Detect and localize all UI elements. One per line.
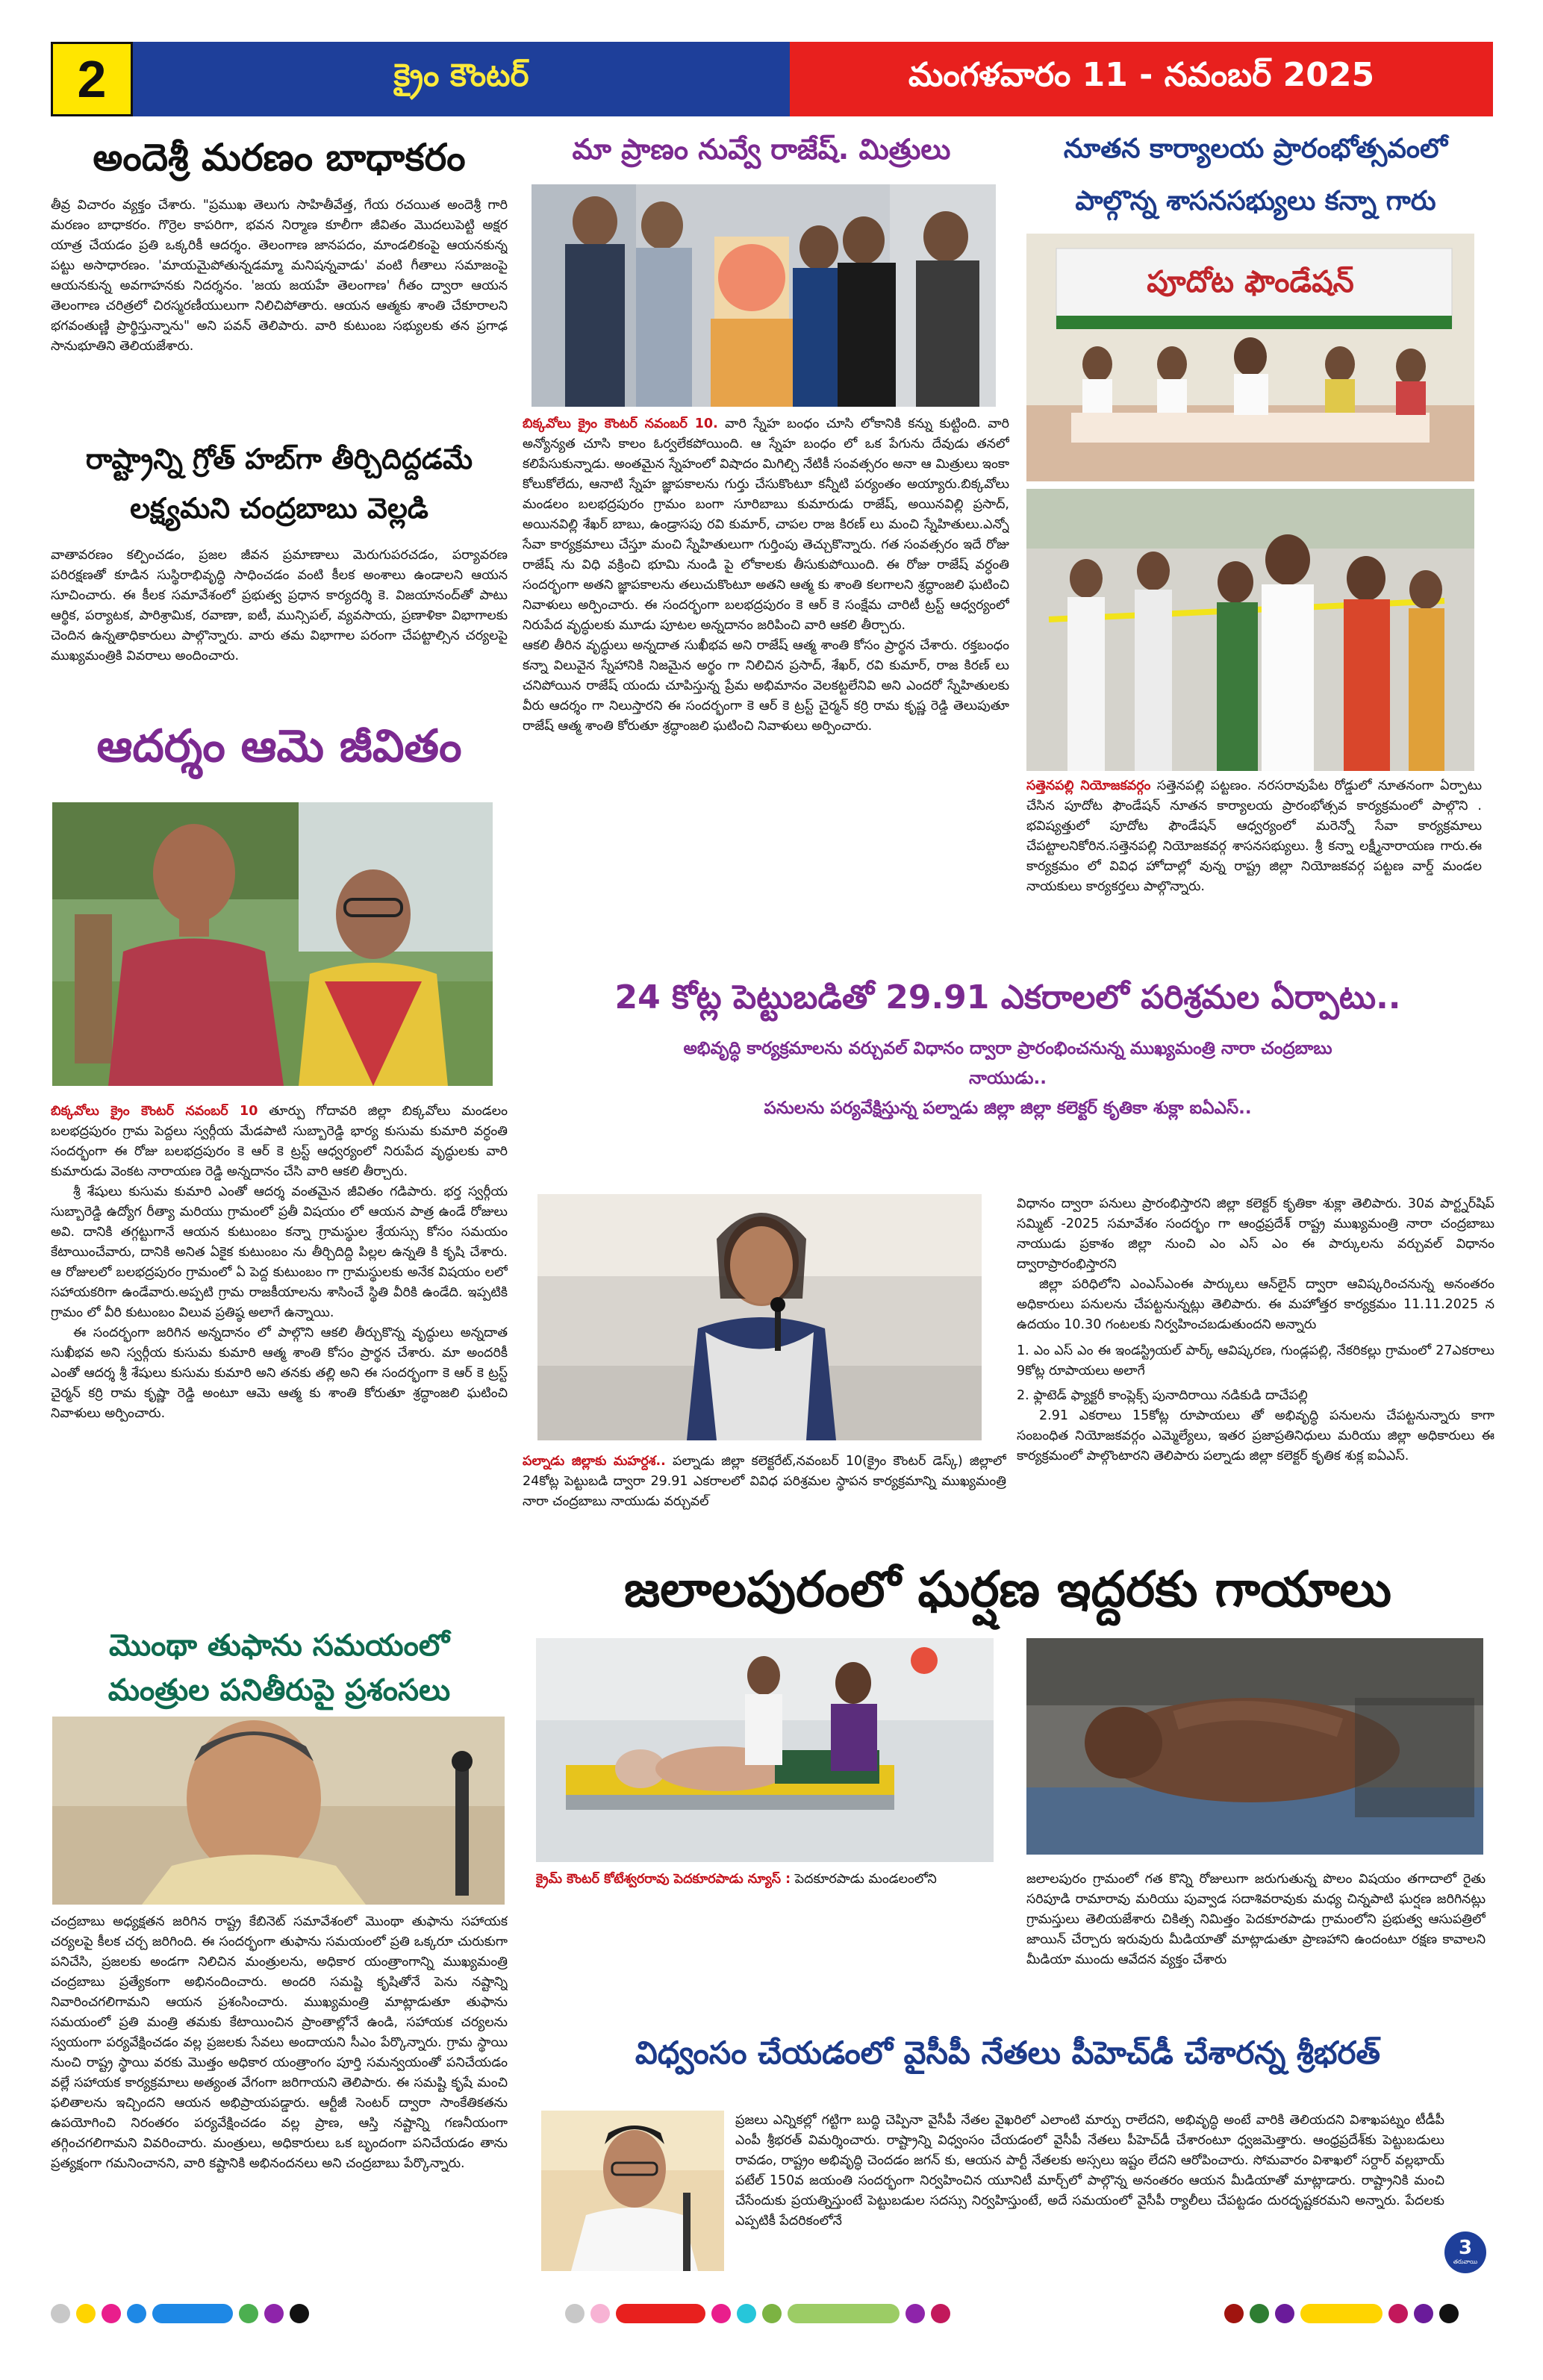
swatch xyxy=(127,2304,146,2323)
swatch xyxy=(565,2304,585,2323)
swatch xyxy=(51,2304,70,2323)
headline: లక్ష్యమని చంద్రబాబు వెల్లడి xyxy=(130,492,428,525)
paragraph: వారి స్నేహ బంధం చూసి లోకానికి కన్ను కుట్టింది. వారి అన్యోన్యత చూసి కాలం ఓర్వలేకపోయింది. ఆ స్నేహ బంధం లో ఒక పేగును దేవుడు తనలో కలిపేసుకున్నాడు. అంతమైన స్నేహంలో విషాదం మిగిల్చి నేటికీ సంవత్సరం అనా ఆ మిత్రులు ఇంకా కోలుకోలేదు, ఆనాటి స్నేహ జ్ఞాపకాలను గుర్తు చేసుకొంటూ కన్నీటి పర్యంతం అయ్యారు.బిక్కవోలు మండలం బలభద్రపురం గ్రామం బంగా సూరిబాబు కుమారుడు రాజేష్, అయినవిల్లి ప్రసాద్, అయినవిల్లి శేఖర్ బాబు, ఉండ్రాసపు రవి కుమార్, చాపల రాజ కిరణ్ లు మంచి స్నేహితులు.ఎన్నో సేవా కార్యక్రమాలు చేస్తూ మంచి స్నేహితులుగా గుర్తింపు తెచ్చుకొన్నారు. గత సంవత్సరం ఇదే రోజు రాజేష్ ను విధి వక్రించి భూమి నుండి పై లోకాలకు తీసుకుపోయింది. ఈ రోజు రాజేష్ వర్ధంతి సందర్భంగా అతని జ్ఞాపకాలను తలుచుకొంటూ అతని ఆత్మ కు శాంతి కలగాలని శ్రద్ధాంజలి ఘటించి నివాళులు అర్పించారు. ఈ సందర్భంగా బలభద్రపురం కె ఆర్ కె సంక్షేమ చారిటీ ట్రస్ట్ ఆధ్వర్యంలో నిరుపేద వృద్ధులకు మూడు పూటల అన్నదానం జరిపించి వారి ఆకలి తీర్చారు. xyxy=(523,416,1009,633)
swatch xyxy=(737,2304,756,2323)
headline: 24 కోట్ల పెట్టుబడితో 29.91 ఎకరాలలో పరిశ్రమల ఏర్పాటు.. xyxy=(614,978,1401,1016)
swatch xyxy=(931,2304,950,2323)
page-number: 2 xyxy=(51,42,133,116)
dateline: సత్తెనపల్లి నియోజకవర్గం xyxy=(1026,778,1151,793)
photo-collector xyxy=(537,1194,982,1440)
paragraph: విధానం ద్వారా పనులు ప్రారంభిస్తారని జిల్లా కలెక్టర్ కృతికా శుక్లా తెలిపారు. 30వ పార్ట్నర్‌షిప్ సమ్మిట్ -2025 సమావేశం సందర్భం గా ఆంధ్రప్రదేశ్ రాష్ట్ర ముఖ్యమంత్రి నారా చంద్రబాబు నాయుడు ప్రకాశం జిల్లా నుంచి ఎం ఎస్ ఎం ఈ పార్కులను వర్చువల్ విధానం ద్వారాప్రారంభిస్తారని xyxy=(1017,1196,1494,1272)
paragraph: శ్రీ శేషులు కుసుమ కుమారి ఎంతో ఆదర్శ వంతమైన జీవితం గడిపారు. భర్త స్వర్గీయ సుబ్బారెడ్డి ఉద్యోగ రీత్యా మరియు గ్రామంలో ప్రతీ విషయం లో ఆయన పాత్ర ఉండే రోజులు అవి. దానికి తగ్గట్టుగానే ఆయన కుటుంబం కన్నా గ్రామస్థుల శ్రేయస్సు కోసం సమయం కేటాయించేవారు, దానికి అనిత ఏకైక కుటుంబం ను తీర్చిదిద్ది పిల్లల ఉన్నతి కి కృషి చేశారు. ఆ రోజులలో బలభద్రపురం గ్రామంలో ఏ పెద్ద కుటుంబం గా గ్రామస్థులకు అనేక విషయం లలో సహాయకరిగా ఉండేవారు.అప్పటి గ్రామ రాజకీయాలను శాసించే స్థితి వీరికి ఉండేది. ఇప్పటికి గ్రామం లో వీరి కుటుంబం విలువ ప్రతిష్ఠ అలాగే ఉన్నాయి. xyxy=(51,1184,508,1320)
subhead: అభివృద్ధి కార్యక్రమాలను వర్చువల్ విధానం ద్వారా ప్రారంభించనున్న ముఖ్యమంత్రి నారా చంద్రబాబు xyxy=(683,1039,1332,1058)
paragraph: పెదకూరపాడు మండలంలోని xyxy=(791,1872,937,1887)
article-body: తీవ్ర విచారం వ్యక్తం చేశారు. "ప్రముఖ తెలుగు సాహితీవేత్త, గేయ రచయిత అందెశ్రీ గారి మరణం బాధాకరం. గొర్రెల కాపరిగా, భవన నిర్మాణ కూలీగా జీవితం మొదలుపెట్టి అక్షర యాత్ర చేయడం ప్రతి ఒక్కరికీ ఆదర్శం. తెలంగాణ జానపదం, మాండలికంపై ఆయనకున్న పట్టు అసాధారణం. 'మాయమైపోతున్నడమ్మా మనిషన్నవాడు' వంటి గీతాలు సమాజంపై ఆయనకున్న అవగాహనకు నిదర్శనం. 'జయ జయహే తెలంగాణ' గీతం ద్వారా ఆయన తెలంగాణ చరిత్రలో చిరస్మరణీయులుగా నిలిచిపోతారు. ఆయన ఆత్మకు శాంతి చేకూరాలని భగవంతుణ్ణి ప్రార్థిస్తున్నాను" అని పవన్ తెలిపారు. వారి కుటుంబ సభ్యులకు తన ప్రగాఢ సానుభూతిని తెలియజేశారు. xyxy=(51,198,508,354)
swatch xyxy=(762,2304,782,2323)
photo-foundation-stage xyxy=(1026,234,1474,481)
headline: మొంథా తుఫాను సమయంలో xyxy=(108,1628,450,1663)
story-montha xyxy=(51,1623,508,1713)
subhead: పనులను పర్యవేక్షిస్తున్న పల్నాడు జిల్లా జిల్లా కలెక్టర్ కృతికా శుక్లా ఐఏఎస్.. xyxy=(764,1099,1252,1118)
issue-date: మంగళవారం 11 - నవంబర్ 2025 xyxy=(790,42,1493,116)
swatch xyxy=(590,2304,610,2323)
paragraph: సత్తెనపల్లి పట్టణం. నరసరావుపేట రోడ్డులో నూతనంగా ఏర్పాటు చేసిన పూదోట ఫౌండేషన్ నూతన కార్యాలయ ప్రారంభోత్సవ కార్యక్రమంలో పాల్గొని . భవిష్యత్తులో పూదోట ఫౌండేషన్ ఆధ్వర్యంలో మరెన్నో సేవా కార్యక్రమాలు చేపట్టాలనికోరిన.సత్తెనపల్లి నియోజకవర్గ శాసనసభ్యులు. శ్రీ కన్నా లక్ష్మీనారాయణ గారు.ఈ కార్యక్రమం లో వివిధ హోదాల్లో వున్న రాష్ట్ర జిల్లా నియోజకవర్గ పట్టణ వార్డ్ మండల నాయకులు కార్యకర్తలు పాల్గొన్నారు. xyxy=(1026,778,1482,894)
story-rajesh xyxy=(523,128,1000,170)
swatch xyxy=(1224,2304,1244,2323)
swatch xyxy=(264,2304,284,2323)
article-body-industries xyxy=(1017,1194,1494,1545)
story-andesri xyxy=(51,133,508,419)
color-strip-right xyxy=(1224,2304,1459,2323)
swatch xyxy=(102,2304,121,2323)
paragraph: జిల్లా పరిధిలోని ఎంఎస్ఎంఈ పార్కులు ఆన్‌లైన్ ద్వారా ఆవిష్కరించనున్న అనంతరం అధికారులు పనులను చేపట్టనున్నట్లు తెలిపారు. ఈ మహోత్తర కార్యక్రమం 11.11.2025 న ఉదయం 10.30 గంటలకు నిర్వహించబడుతుందని అన్నారు xyxy=(1017,1277,1494,1332)
paragraph: ఈ సందర్భంగా జరిగిన అన్నదానం లో పాల్గొని ఆకలి తీర్చుకొన్న వృద్ధులు అన్నదాత సుఖీభవ అని స్వర్గీయ కుసుమ కుమారి ఆత్మ శాంతి కోసం ప్రార్థన చేశారు. మా అందరికీ ఎంతో ఆదర్శ శ్రీ శేషులు కుసుమ కుమారి అని తనకు తల్లి అని ఈ సందర్భంగా కె ఆర్ కె ట్రస్ట్ చైర్మన్ కర్రి రామ కృష్ణా రెడ్డి అంటూ ఆమె ఆత్మ కు శాంతి కోరుతూ శ్రద్ధాంజలి ఘటించి నివాళులు అర్పించారు. xyxy=(51,1325,508,1421)
photo-ribbon-cutting xyxy=(1026,489,1474,771)
article-body-bharat: ప్రజలు ఎన్నికల్లో గట్టిగా బుద్ధి చెప్పినా వైసీపీ నేతల వైఖరిలో ఎలాంటి మార్పు రాలేదని, అభివృద్ధి అంటే వారికి తెలియదని విశాఖపట్నం టీడీపీ ఎంపీ శ్రీభరత్ విమర్శించారు. రాష్ట్రాన్ని విధ్వంసం చేయడంలో వైసీపీ నేతలు పీహెచ్‌డీ చేశారంటూ ధ్వజమెత్తారు. ఆంధ్రప్రదేశ్‌కు పెట్టుబడులు రావడం, రాష్ట్రం అభివృద్ధి చెందడం జగన్ కు, ఆయన పార్టీ నేతలకు అస్సలు ఇష్టం లేదని ఆరోపించారు. సోమవారం విశాఖలో సర్దార్ వల్లభాయ్ పటేల్ 150వ జయంతి సందర్భంగా నిర్వహించిన యూనిటీ మార్చ్‌లో పాల్గొన్న అనంతరం ఆయన మీడియాతో మాట్లాడారు. రాష్ట్రానికి మంచి చేసేందుకు ప్రయత్నిస్తుంటే పెట్టుబడుల సదస్సు నిర్వహిస్తుంటే, అదే సమయంలో వైసీపీ ర్యాలీలు చేపట్టడం దురదృష్టకరమని అన్నారు. పేదలకు ఎప్పటికీ పేదరికంలోనే xyxy=(735,2113,1444,2228)
list-item: 1. ఎం ఎస్ ఎం ఈ ఇండస్ట్రియల్ పార్క్ ఆవిష్కరణ, గుండ్లపల్లి, నేకరికల్లు గ్రామంలో 27ఎకరాలు 9కోట్ల రూపాయలు అలాగే xyxy=(1017,1343,1494,1378)
story-office xyxy=(1017,128,1494,222)
swatch xyxy=(152,2304,233,2323)
headline: పాల్గొన్న శాసనసభ్యులు కన్నా గారు xyxy=(1075,186,1436,216)
story-industries xyxy=(523,974,1493,1123)
headline: మంత్రుల పనితీరుపై ప్రశంసలు xyxy=(107,1673,451,1708)
swatch xyxy=(905,2304,925,2323)
article-body-montha: చంద్రబాబు అధ్యక్షతన జరిగిన రాష్ట్ర కేబినెట్ సమావేశంలో మొంథా తుఫాను సహాయక చర్యలపై కీలక చర్చ జరిగింది. ఈ సందర్భంగా తుఫాను సమయంలో ప్రతి ఒక్కరూ చురుకుగా పనిచేసి, ప్రజలకు అండగా నిలిచిన మంత్రులను, అధికార యంత్రాంగాన్ని ముఖ్యమంత్రి చంద్రబాబు ప్రత్యేకంగా అభినందించారు. అందరి సమష్టి కృషితోనే పెను నష్టాన్ని నివారించగలిగామని ఆయన ప్రశంసించారు. ముఖ్యమంత్రి మాట్లాడుతూ తుఫాను సమయంలో ప్రతి మంత్రి తమకు కేటాయించిన ప్రాంతాల్లోనే ఉండి, సహాయక చర్యలను స్వయంగా పర్యవేక్షించడం వల్ల ప్రజలకు సేవలు అందాయని సీఎం పేర్కొన్నారు. గ్రామ స్థాయి నుంచి రాష్ట్ర స్థాయి వరకు మొత్తం అధికార యంత్రాంగం పూర్తి సమన్వయంతో పనిచేయడం వల్లే సహాయక కార్యక్రమాలు అత్యంత వేగంగా జరిగాయని తెలిపారు. ఈ సమష్టి కృషే మంచి ఫలితాలను ఇచ్చిందని ఆయన అభిప్రాయపడ్డారు. ఆర్టీజీ సెంటర్ ద్వారా సాంకేతికతను ఉపయోగించి నిరంతరం పర్యవేక్షించడం వల్ల ప్రాణ, ఆస్తి నష్టాన్ని గణనీయంగా తగ్గించగలిగామని వివరించారు. మంత్రులు, అధికారులు ఒక బృందంగా పనిచేయడం తాను ప్రత్యక్షంగా గమనించానని, వారి కష్టానికి అభినందనలు అని చంద్రబాబు పేర్కొన్నారు. xyxy=(51,1914,508,2171)
swatch xyxy=(616,2304,705,2323)
swatch xyxy=(1275,2304,1294,2323)
headline: అందెశ్రీ మరణం బాధాకరం xyxy=(93,136,466,179)
dateline: క్రైమ్ కౌంటర్ కోటేశ్వరరావు పెదకూరపాడు న్యూస్ : xyxy=(536,1872,791,1887)
subhead: నాయుడు.. xyxy=(969,1069,1047,1088)
article-body-adarsham xyxy=(51,1102,508,1609)
photo-chandrababu xyxy=(52,1717,505,1905)
headline: నూతన కార్యాలయ ప్రారంభోత్సవంలో xyxy=(1063,134,1448,164)
swatch xyxy=(239,2304,258,2323)
story-adarsham xyxy=(51,713,508,780)
caption-jalalapuram xyxy=(536,1870,1014,1914)
photo-injured-bed xyxy=(1026,1638,1483,1855)
headline-bharat: విధ్వంసం చేయడంలో వైసీపీ నేతలు పీహెచ్‌డీ చేశారన్న శ్రీభరత్ xyxy=(635,2034,1381,2071)
badge-number: 3 xyxy=(1458,2237,1473,2259)
headline-jalalapuram: జలాలపురంలో ఘర్షణ ఇద్దరకు గాయాలు xyxy=(624,1561,1391,1618)
swatch xyxy=(711,2304,731,2323)
article-body-jalalapuram: జలాలపురం గ్రామంలో గత కొన్ని రోజులుగా జరుగుతున్న పొలం విషయం తగాదాలో రైతు సరిపూడి రామారావు మరియు పువ్వాడ సదాశివరావుకు మధ్య చిన్నపాటి ఘర్షణ జరిగినట్లు గ్రామస్తులు తెలియజేశారు చికిత్స నిమిత్తం పెదకూరపాడు గ్రామంలోని ప్రభుత్వ ఆసుపత్రిలో జాయిన్ చేర్చారు ఇరువురు మీడియాతో మాట్లాడుతూ ప్రాణహాని ఉందంటూ రక్షణ కావాలని మీడియా ముందు ఆవేదన వ్యక్తం చేశారు xyxy=(1026,1872,1486,1967)
photo-sribharat xyxy=(541,2111,724,2271)
color-strip-left xyxy=(51,2304,309,2323)
paragraph: ఆకలి తీరిన వృద్ధులు అన్నదాత సుఖీభవ అని రాజేష్ ఆత్మ శాంతి కోసం ప్రార్థన చేశారు. రక్తబంధం కన్నా విలువైన స్నేహానికి నిజమైన అర్థం గా నిలిచిన ప్రసాద్, శేఖర్, రవి కుమార్, రాజ కిరణ్ లు చనిపోయిన రాజేష్ యందు చూపిస్తున్న ప్రేమ అభిమానం వెలకట్టలేనివి అని ఎందరో స్నేహితులకు వీరు ఆదర్శం గా నిలుస్తారని ఈ సందర్భంగా కె ఆర్ కె ట్రస్ట్ చైర్మన్ కర్రి రామ కృష్ణ రెడ్డి తెలుపుతూ రాజేష్ ఆత్మ శాంతి కోరుతూ శ్రద్ధాంజలి ఘటించి నివాళులు అర్పించారు. xyxy=(523,638,1009,734)
dateline: బిక్కవోలు క్రైం కౌంటర్ నవంబర్ 10 xyxy=(51,1104,258,1119)
photo-friends-tribute xyxy=(532,184,996,407)
caption-collector xyxy=(523,1452,1006,1534)
swatch xyxy=(788,2304,900,2323)
paragraph: పల్నాడు జిల్లా కలెక్టరేట్,నవంబర్ 10(క్రైం కౌంటర్ డెస్క్) జిల్లాలో 24కోట్ల పెట్టుబడి ద్వారా 29.91 ఎకరాలలో వివిధ పరిశ్రమల స్థాపన కార్యక్రమాన్ని ముఖ్యమంత్రి నారా చంద్రబాబు నాయుడు వర్చువల్ xyxy=(523,1454,1006,1509)
newspaper-brand: క్రైం కౌంటర్ xyxy=(133,42,790,116)
dateline: బిక్కవోలు క్రైం కౌంటర్ నవంబర్ 10. xyxy=(523,416,718,431)
headline: రాష్ట్రాన్ని గ్రోత్ హబ్‌గా తీర్చిదిద్దడమే xyxy=(85,443,473,475)
swatch xyxy=(290,2304,309,2323)
headline: ఆదర్శం ఆమె జీవితం xyxy=(96,720,462,772)
swatch xyxy=(1439,2304,1459,2323)
list-item: 2.91 ఎకరాలు 15కోట్ల రూపాయలు తో అభివృద్ధి పనులను చేపట్టనున్నారు కాగా సంబంధిత నియోజకవర్గం ఎమ్మెల్యేలు, ఇతర ప్రజాప్రతినిధులు మరియు జిల్లా అధికారులు ఈ కార్యక్రమంలో పాల్గొంటారని తెలిపారు పల్నాడు జిల్లా కలెక్టర్ కృతిక శుక్ల ఐఏఎస్. xyxy=(1017,1408,1494,1464)
swatch xyxy=(76,2304,96,2323)
swatch xyxy=(1300,2304,1383,2323)
photo-injured-hospital xyxy=(536,1638,994,1862)
photo-couple xyxy=(52,802,493,1086)
article-body: వాతావరణం కల్పించడం, ప్రజల జీవన ప్రమాణాలు మెరుగుపరచడం, పర్యావరణ పరిరక్షణతో కూడిన సుస్థిరాభివృద్ధి సాధించడం వంటి కీలక అంశాలు ఉండాలని ఆయన సూచించారు. ఈ కీలక సమావేశంలో ప్రభుత్వ ప్రధాన కార్యదర్శి కె. విజయానంద్‌తో పాటు ఆర్థిక, పర్యాటక, పారిశ్రామిక, రవాణా, ఐటీ, మున్సిపల్, వ్యవసాయ, ప్రణాళికా విభాగాలకు చెందిన ఉన్నతాధికారులు పాల్గొన్నారు. వారు తమ విభాగాల పరంగా చేపట్టాల్సిన చర్యలపై ముఖ్యమంత్రికి వివరాలు అందించారు. xyxy=(51,548,508,663)
paragraph: తూర్పు గోదావరి జిల్లా బిక్కవోలు మండలం బలభద్రపురం గ్రామ పెద్దలు స్వర్గీయ మేడపాటి సుబ్బారెడ్డి భార్య కుసుమ కుమారి వర్ధంతి సందర్భంగా ఈ రోజు బలభద్రపురం కె ఆర్ కె ట్రస్ట్ ఆధ్వర్యంలో నిరుపేద వృద్ధులకు వారి కుమారుడు వెంకట నారాయణ రెడ్డి అన్నదానం చేసి వారి ఆకలి తీర్చారు. xyxy=(51,1104,508,1179)
swatch xyxy=(1250,2304,1269,2323)
banner-text: పూదోట ఫౌండేషన్ xyxy=(1147,265,1354,299)
dateline: పల్నాడు జిల్లాకు మహర్దశ.. xyxy=(523,1454,666,1469)
headline: మా ప్రాణం నువ్వే రాజేష్. మిత్రులు xyxy=(572,133,951,166)
list-item: 2. ఫ్లాటెడ్ ఫ్యాక్టరీ కాంప్లెక్స్ పునాదిరాయి నడికుడి దాచేపల్లి xyxy=(1017,1388,1308,1403)
article-body-office xyxy=(1026,776,1482,978)
color-strip-middle xyxy=(565,2304,950,2323)
story-growth-hub xyxy=(51,437,508,732)
swatch xyxy=(1388,2304,1408,2323)
continued-badge[interactable] xyxy=(1444,2231,1486,2273)
swatch xyxy=(1414,2304,1433,2323)
badge-label: తరువాయి xyxy=(1453,2258,1478,2265)
